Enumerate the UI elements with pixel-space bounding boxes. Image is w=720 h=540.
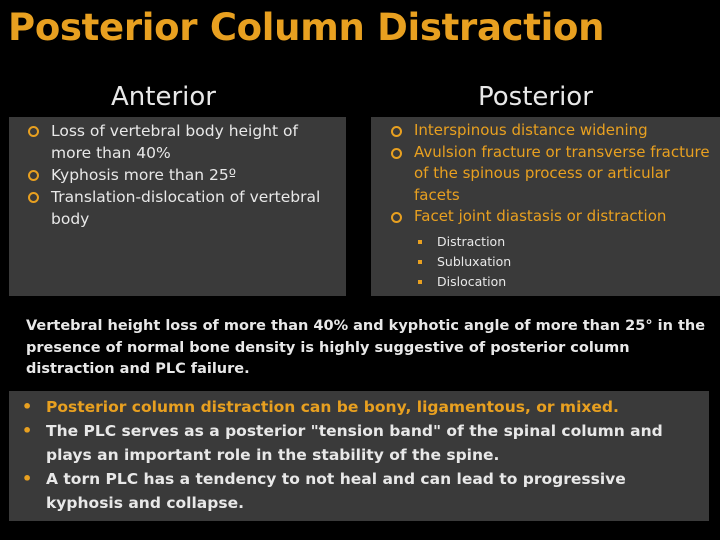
posterior-panel [371, 117, 720, 296]
ring-bullet-icon [28, 170, 39, 181]
sublist-item [371, 252, 720, 272]
square-bullet-icon [418, 260, 422, 264]
ring-bullet-icon [391, 148, 402, 159]
sublist-item [371, 232, 720, 252]
anterior-panel [9, 117, 346, 296]
list-item [9, 467, 709, 515]
ring-bullet-icon [391, 126, 402, 137]
list-item [9, 186, 346, 230]
list-item [9, 395, 709, 419]
sublist-item [371, 272, 720, 292]
list-item-text: A torn PLC has a tendency to not heal and can lead to progressive kyphosis and collapse. [46, 470, 626, 512]
slide-title: Posterior Column Distraction [8, 6, 605, 49]
anterior-list [9, 120, 346, 230]
list-item [9, 164, 346, 186]
sublist-item-text: Distraction [437, 233, 506, 249]
list-item-text: Translation-dislocation of vertebral body [51, 188, 321, 228]
posterior-sublist [371, 232, 720, 292]
list-item-text: Loss of vertebral body height of more than 40% [51, 122, 298, 162]
list-item-text: Facet joint diastasis or distraction [414, 207, 667, 225]
sublist-item-text: Subluxation [437, 253, 512, 269]
square-bullet-icon [418, 280, 422, 284]
sublist-item-text: Dislocation [437, 273, 507, 289]
ring-bullet-icon [391, 212, 402, 223]
posterior-heading: Posterior [478, 82, 593, 112]
key-points-list [9, 395, 709, 515]
summary-note: Vertebral height loss of more than 40% and kyphotic angle of more than 25° in the presence of normal bone density is highly suggestive of posterior column distraction and PLC failure. [26, 318, 706, 377]
list-item-text: Interspinous distance widening [414, 121, 648, 139]
posterior-list [371, 120, 720, 228]
list-item [371, 120, 720, 142]
list-item-text: Avulsion fracture or transverse fracture of the spinous process or articular facets [414, 142, 710, 204]
list-item [9, 419, 709, 467]
list-item [371, 206, 720, 228]
list-item [371, 142, 720, 207]
list-item [9, 120, 346, 164]
square-bullet-icon [418, 240, 422, 244]
list-item-text: The PLC serves as a posterior "tension band" of the spinal column and plays an important role in the stability of the spine. [46, 422, 663, 464]
dot-bullet-icon: • [22, 397, 33, 416]
anterior-heading: Anterior [111, 82, 216, 112]
ring-bullet-icon [28, 192, 39, 203]
key-points-panel [9, 391, 709, 521]
dot-bullet-icon: • [22, 421, 33, 440]
list-item-text: Kyphosis more than 25º [51, 166, 236, 184]
ring-bullet-icon [28, 126, 39, 137]
dot-bullet-icon: • [22, 469, 33, 488]
list-item-text: Posterior column distraction can be bony, ligamentous, or mixed. [46, 398, 619, 416]
